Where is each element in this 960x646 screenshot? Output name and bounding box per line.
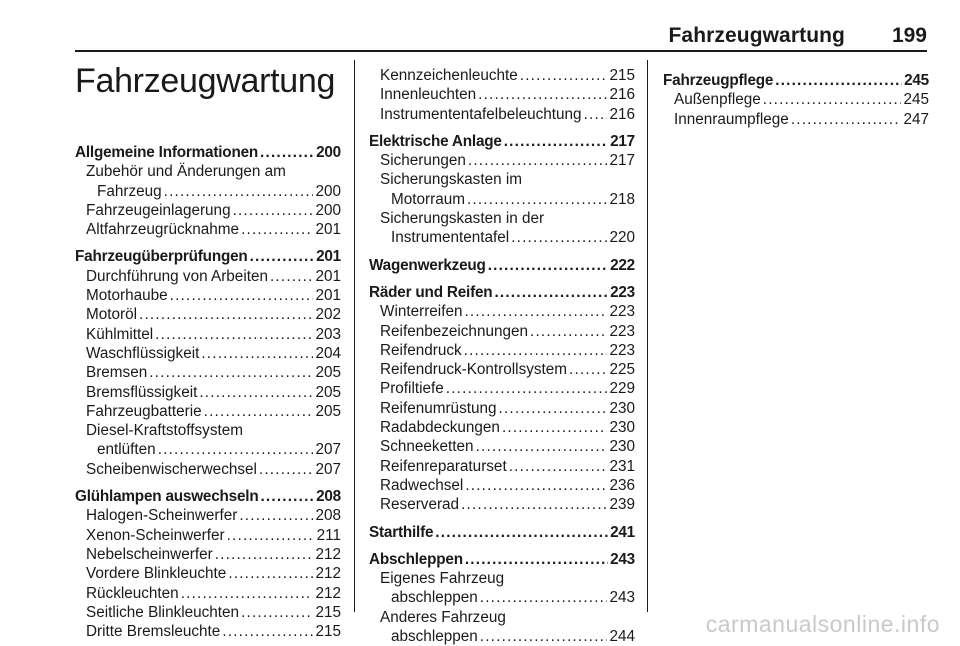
toc-entry-label: Motorhaube	[86, 287, 168, 305]
toc-page-number: 205	[315, 383, 341, 401]
toc-page-number: 202	[315, 306, 341, 324]
toc-entry-label: Kennzeichenleuchte	[380, 67, 518, 84]
dot-leader	[215, 545, 314, 564]
toc-section[interactable]	[369, 550, 635, 569]
toc-entry-label: Räder und Reifen	[369, 283, 493, 301]
toc-entry-label: Winterreifen	[380, 303, 463, 321]
toc-page-number: 205	[315, 402, 341, 420]
toc-entry[interactable]	[369, 228, 635, 247]
toc-page-number: 225	[609, 361, 635, 379]
toc-page-number: 208	[316, 488, 341, 506]
toc-page-number: 241	[610, 523, 635, 541]
toc-entry-label: Elektrische Anlage	[369, 132, 502, 150]
toc-entry[interactable]	[75, 325, 341, 344]
dot-leader	[139, 305, 313, 324]
toc-page-number: 208	[315, 507, 341, 525]
toc-entry-label: Scheibenwischerwechsel	[86, 460, 257, 478]
header-rule	[75, 50, 927, 52]
toc-page-number: 223	[609, 322, 635, 340]
dot-leader	[504, 132, 608, 151]
toc-page-number: 218	[609, 190, 635, 208]
dot-leader	[181, 584, 314, 603]
toc-entry[interactable]	[369, 379, 635, 398]
toc-entry[interactable]	[369, 627, 635, 646]
toc-entry-label: Reserverad	[380, 496, 460, 514]
dot-leader	[476, 437, 608, 456]
dot-leader	[199, 383, 313, 402]
toc-entry-label: Bremsen	[86, 364, 148, 382]
toc-entry[interactable]	[369, 302, 635, 321]
toc-entry-label: Starthilfe	[369, 523, 434, 541]
toc-column-3	[663, 71, 929, 129]
toc-entry-label-line: Sicherungskasten im	[380, 171, 522, 189]
toc-entry[interactable]	[75, 506, 341, 525]
dot-leader	[435, 523, 608, 542]
dot-leader	[260, 487, 314, 506]
dot-leader	[461, 495, 607, 514]
toc-page-number: 244	[609, 628, 635, 646]
toc-entry[interactable]	[75, 460, 341, 479]
toc-entry-label: Fahrzeugeinlagerung	[86, 201, 231, 219]
toc-entry-label: Allgemeine Informationen	[75, 144, 259, 161]
toc-entry[interactable]	[75, 402, 341, 421]
toc-entry[interactable]	[75, 201, 341, 220]
toc-entry-label: Durchführung von Arbeiten	[86, 267, 268, 285]
toc-page-number: 229	[609, 380, 635, 398]
toc-entry[interactable]	[369, 341, 635, 360]
toc-entry-label: Rückleuchten	[86, 584, 179, 602]
toc-entry-label: Motorraum	[391, 190, 465, 208]
toc-section[interactable]	[369, 283, 635, 302]
dot-leader	[480, 588, 608, 607]
toc-page-number: 243	[610, 550, 635, 568]
toc-entry[interactable]	[369, 457, 635, 476]
dot-leader	[241, 603, 313, 622]
toc-entry[interactable]	[75, 545, 341, 564]
toc-page-number: 245	[903, 91, 929, 109]
toc-entry-label: Abschleppen	[369, 550, 463, 568]
dot-leader	[241, 220, 313, 239]
toc-entry[interactable]	[369, 399, 635, 418]
toc-page-number: 215	[315, 623, 341, 641]
toc-entry-label: Radabdeckungen	[380, 419, 500, 437]
toc-entry-label: Fahrzeugpflege	[663, 72, 774, 89]
toc-entry-label: Reifendruck-Kontrollsystem	[380, 361, 568, 379]
dot-leader	[468, 151, 608, 170]
toc-page-number: 223	[609, 341, 635, 359]
toc-page-number: 216	[609, 86, 635, 104]
dot-leader	[465, 550, 608, 569]
toc-page-number: 245	[904, 72, 929, 89]
toc-entry-label: Fahrzeug	[97, 182, 162, 200]
toc-page-number: 215	[315, 603, 341, 621]
toc-entry-label: entlüften	[97, 441, 156, 459]
dot-leader	[494, 283, 608, 302]
toc-column-1	[75, 143, 341, 641]
toc-page-number: 201	[315, 221, 341, 239]
toc-entry-label: Fahrzeugbatterie	[86, 402, 202, 420]
chapter-title: Fahrzeugwartung	[75, 62, 336, 100]
page-header	[75, 24, 927, 58]
dot-leader	[478, 85, 607, 104]
dot-leader	[520, 66, 608, 85]
toc-entry-label: Reifenumrüstung	[380, 399, 497, 417]
toc-entry-label: Xenon-Scheinwerfer	[86, 526, 225, 544]
dot-leader	[464, 302, 607, 321]
toc-entry-label: Wagenwerkzeug	[369, 256, 486, 274]
dot-leader	[228, 564, 313, 583]
toc-section[interactable]	[369, 523, 635, 542]
toc-section[interactable]	[75, 487, 341, 506]
toc-page-number: 223	[609, 303, 635, 321]
toc-entry[interactable]	[75, 603, 341, 622]
toc-page-number: 230	[609, 419, 635, 437]
toc-page-number: 243	[609, 589, 635, 607]
dot-leader	[149, 363, 313, 382]
dot-leader	[480, 627, 608, 646]
dot-leader	[465, 476, 607, 495]
dot-leader	[239, 506, 313, 525]
toc-entry-label: Reifenbezeichnungen	[380, 322, 528, 340]
toc-page-number: 211	[316, 526, 341, 544]
dot-leader	[170, 286, 314, 305]
toc-entry[interactable]	[663, 110, 929, 129]
toc-entry-label-line: Anderes Fahrzeug	[380, 608, 506, 626]
toc-page-number: 216	[609, 105, 635, 123]
toc-entry-label: Glühlampen auswechseln	[75, 488, 259, 506]
toc-entry[interactable]	[75, 440, 341, 459]
dot-leader	[488, 256, 608, 275]
toc-entry-label-line: Eigenes Fahrzeug	[380, 570, 505, 588]
dot-leader	[155, 325, 313, 344]
column-divider	[647, 60, 648, 612]
toc-entry[interactable]	[369, 66, 635, 85]
toc-entry-label: Profiltiefe	[380, 380, 444, 398]
toc-page-number: 239	[609, 496, 635, 514]
toc-entry[interactable]	[75, 220, 341, 239]
dot-leader	[791, 110, 902, 129]
dot-leader	[158, 440, 314, 459]
toc-column-2	[369, 66, 635, 646]
toc-entry-label: Innenleuchten	[380, 86, 477, 104]
toc-entry-label: Instrumententafel	[391, 229, 510, 247]
toc-entry-label: Außenpflege	[674, 91, 761, 109]
toc-entry[interactable]	[75, 363, 341, 382]
dot-leader	[259, 460, 314, 479]
dot-leader	[584, 105, 608, 124]
toc-page-number: 215	[609, 67, 635, 84]
toc-entry-label: Waschflüssigkeit	[86, 344, 200, 362]
toc-entry[interactable]	[369, 360, 635, 379]
toc-page-number: 212	[315, 584, 341, 602]
header-page-number: 199	[891, 24, 927, 47]
toc-entry[interactable]	[369, 322, 635, 341]
dot-leader	[569, 360, 607, 379]
toc-section[interactable]	[75, 247, 341, 266]
toc-page-number: 207	[315, 460, 341, 478]
dot-leader	[204, 402, 314, 421]
toc-entry-label: Bremsflüssigkeit	[86, 383, 198, 401]
toc-page-number: 217	[609, 152, 635, 170]
toc-page-number: 230	[609, 438, 635, 456]
toc-entry[interactable]	[369, 105, 635, 124]
toc-entry-label: Fahrzeugüberprüfungen	[75, 248, 248, 266]
dot-leader	[775, 71, 902, 90]
dot-leader	[227, 526, 315, 545]
toc-page-number: 217	[610, 132, 635, 150]
toc-entry[interactable]	[75, 622, 341, 641]
toc-page-number: 247	[903, 110, 929, 128]
toc-page-number: 203	[315, 325, 341, 343]
dot-leader	[530, 322, 607, 341]
toc-section[interactable]	[663, 71, 929, 90]
dot-leader	[464, 341, 608, 360]
column-divider	[354, 60, 355, 612]
dot-leader	[233, 201, 314, 220]
dot-leader	[502, 418, 608, 437]
toc-entry[interactable]	[75, 383, 341, 402]
toc-page-number: 200	[316, 144, 341, 161]
toc-page-number: 201	[315, 287, 341, 305]
toc-page-number: 200	[315, 182, 341, 200]
toc-entry[interactable]	[75, 182, 341, 201]
dot-leader	[509, 457, 608, 476]
toc-page-number: 207	[315, 441, 341, 459]
dot-leader	[164, 182, 314, 201]
toc-entry-label-line: Zubehör und Änderungen am	[86, 163, 286, 181]
dot-leader	[763, 90, 902, 109]
dot-leader	[499, 399, 608, 418]
toc-entry[interactable]	[75, 584, 341, 603]
toc-entry-label: Vordere Blinkleuchte	[86, 565, 227, 583]
toc-entry-label: Schneeketten	[380, 438, 474, 456]
toc-section[interactable]	[369, 132, 635, 151]
toc-page-number: 223	[610, 283, 635, 301]
toc-page-number: 204	[315, 344, 341, 362]
watermark: carmanualsonline.info	[705, 611, 940, 637]
toc-entry-label: Radwechsel	[380, 476, 464, 494]
dot-leader	[201, 344, 313, 363]
toc-entry[interactable]	[369, 418, 635, 437]
toc-entry[interactable]	[369, 588, 635, 607]
toc-entry[interactable]	[75, 305, 341, 324]
dot-leader	[250, 247, 315, 266]
toc-entry-label-line: Sicherungskasten in der	[380, 210, 545, 228]
toc-entry-label: Instrumententafelbeleuchtung	[380, 105, 582, 123]
toc-page-number: 230	[609, 399, 635, 417]
dot-leader	[270, 267, 313, 286]
toc-entry-label: Reifendruck	[380, 341, 462, 359]
toc-entry-label: Altfahrzeugrücknahme	[86, 221, 240, 239]
toc-entry[interactable]	[369, 495, 635, 514]
toc-entry-label: Halogen-Scheinwerfer	[86, 507, 238, 525]
toc-page-number: 220	[609, 229, 635, 247]
toc-section[interactable]	[75, 143, 341, 162]
toc-entry[interactable]	[369, 190, 635, 209]
toc-entry[interactable]	[75, 344, 341, 363]
toc-page-number: 200	[315, 201, 341, 219]
toc-entry[interactable]	[663, 90, 929, 109]
dot-leader	[511, 228, 607, 247]
dot-leader	[260, 143, 314, 162]
toc-entry-label: Reifenreparaturset	[380, 457, 507, 475]
toc-entry[interactable]	[369, 85, 635, 104]
toc-entry-label: Nebelscheinwerfer	[86, 545, 213, 563]
header-title: Fahrzeugwartung	[668, 24, 845, 47]
toc-page-number: 222	[610, 256, 635, 274]
toc-entry[interactable]	[75, 286, 341, 305]
toc-entry-label: Kühlmittel	[86, 325, 154, 343]
toc-entry[interactable]	[75, 564, 341, 583]
dot-leader	[446, 379, 608, 398]
toc-entry-label: Seitliche Blinkleuchten	[86, 603, 240, 621]
toc-entry[interactable]	[75, 526, 341, 545]
toc-entry[interactable]	[75, 267, 341, 286]
toc-entry-label: abschleppen	[391, 589, 478, 607]
toc-page-number: 205	[315, 364, 341, 382]
toc-entry-label: Innenraumpflege	[674, 110, 789, 128]
toc-entry[interactable]	[369, 151, 635, 170]
toc-entry[interactable]	[369, 476, 635, 495]
toc-entry-label: Dritte Bremsleuchte	[86, 623, 221, 641]
toc-page-number: 212	[315, 545, 341, 563]
toc-page-number: 201	[316, 248, 341, 266]
toc-page-number: 231	[609, 457, 635, 475]
toc-entry-label: Motoröl	[86, 306, 138, 324]
toc-page-number: 236	[609, 476, 635, 494]
toc-section[interactable]	[369, 256, 635, 275]
dot-leader	[467, 190, 608, 209]
toc-entry-label-line: Diesel-Kraftstoffsystem	[86, 422, 243, 440]
toc-entry[interactable]	[369, 437, 635, 456]
toc-page-number: 201	[315, 267, 341, 285]
toc-page-number: 212	[315, 565, 341, 583]
toc-entry-label: Sicherungen	[380, 152, 466, 170]
toc-entry-label: abschleppen	[391, 628, 478, 646]
dot-leader	[222, 622, 313, 641]
